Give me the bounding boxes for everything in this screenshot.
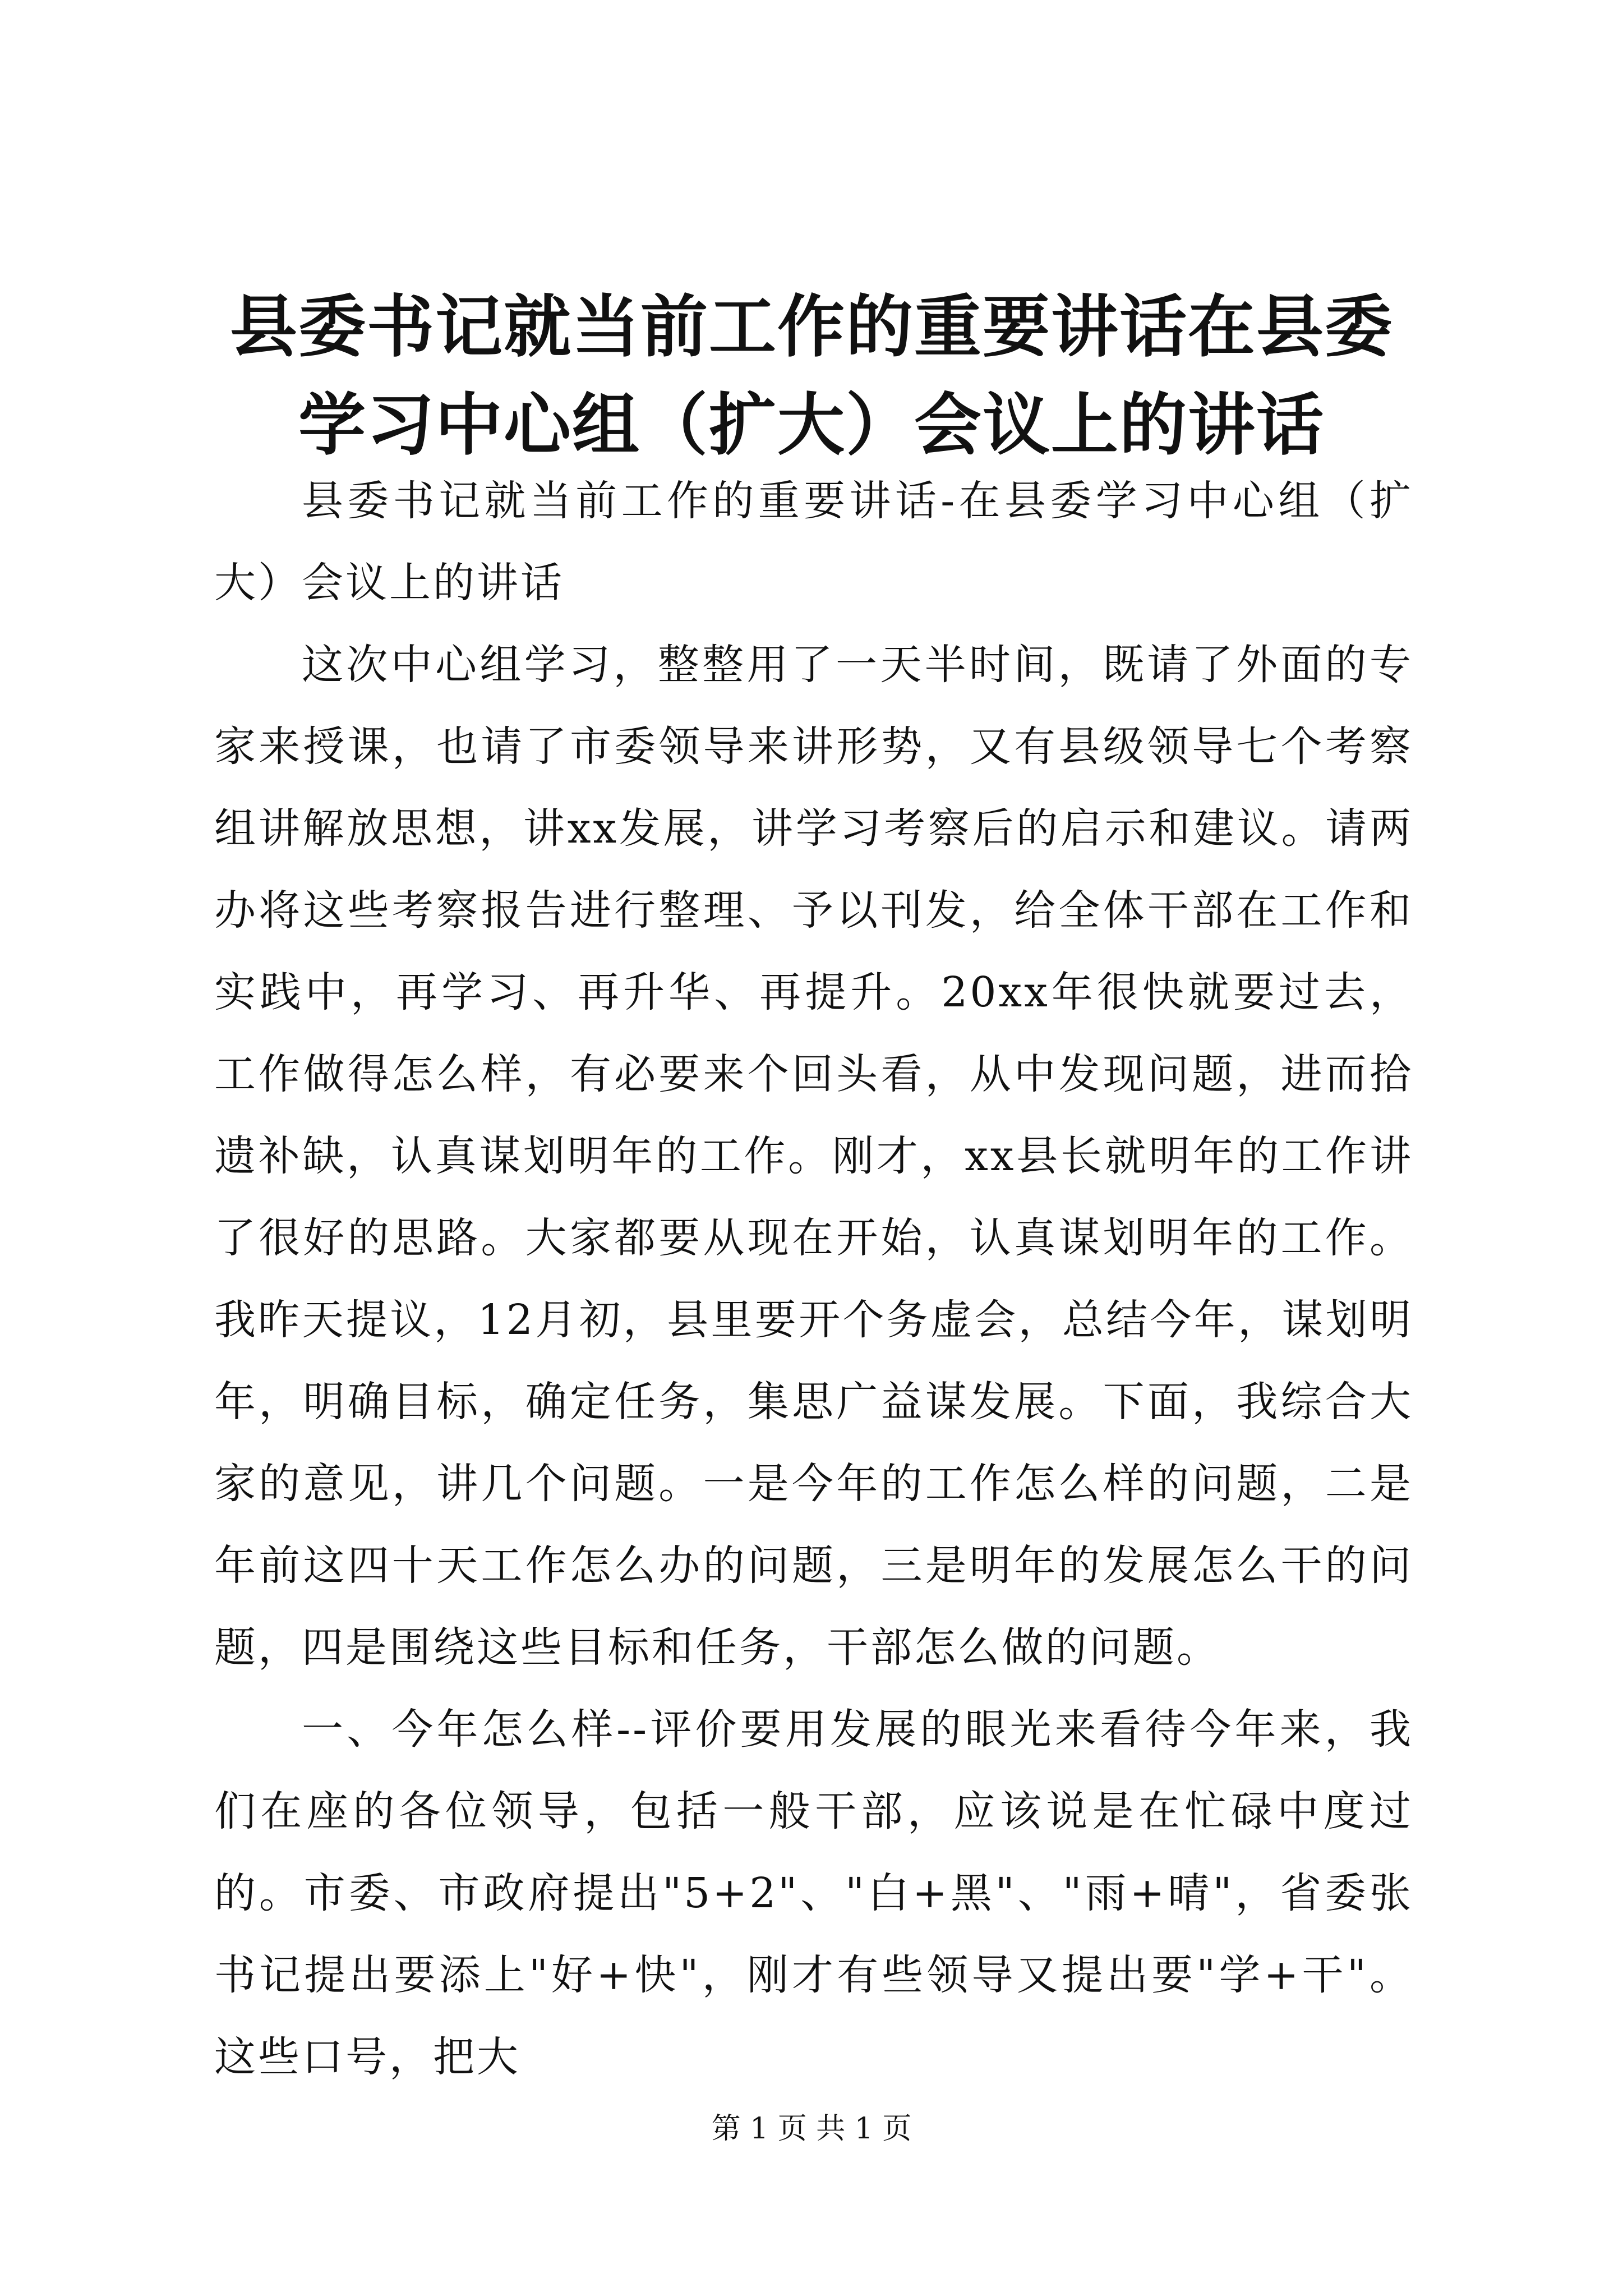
document-body — [214, 460, 1413, 2098]
document-title: 县委书记就当前工作的重要讲话在县委学习中心组（扩大）会议上的讲话 — [230, 287, 1393, 464]
page-footer: 第 1 页 共 1 页 — [711, 2112, 912, 2146]
paragraph-intro: 这次中心组学习，整整用了一天半时间，既请了外面的专家来授课，也请了市委领导来讲形势，又有县级领导七个考察组讲解放思想，讲xx发展，讲学习考察后的启示和建议。请两办将这些考察报告进行整理、予以刊发，给全体干部在工作和实践中，再学习、再升华、再提升。20xx年很快就要过去，工作做得怎么样，有必要来个回头看，从中发现问题，进而拾遗补缺，认真谋划明年的工作。刚才，xx县长就明年的工作讲了很好的思路。大家都要从现在开始，认真谋划明年的工作。我昨天提议，12月初，县里要开个务虚会，总结今年，谋划明年，明确目标，确定任务，集思广益谋发展。下面，我综合大家的意见，讲几个问题。一是今年的工作怎么样的问题，二是年前这四十天工作怎么办的问题，三是明年的发展怎么干的问题，四是围绕这些目标和任务，干部怎么做的问题。 — [214, 641, 1413, 1672]
paragraph-subtitle: 县委书记就当前工作的重要讲话-在县委学习中心组（扩大）会议上的讲话 — [214, 477, 1413, 607]
paragraph-section-one: 一、今年怎么样--评价要用发展的眼光来看待今年来，我们在座的各位领导，包括一般干部，应该说是在忙碌中度过的。市委、市政府提出"5+2"、"白+黑"、"雨+晴"，省委张书记提出要添上"好+快"，刚才有些领导又提出要"学+干"。这些口号，把大 — [214, 1705, 1413, 2081]
